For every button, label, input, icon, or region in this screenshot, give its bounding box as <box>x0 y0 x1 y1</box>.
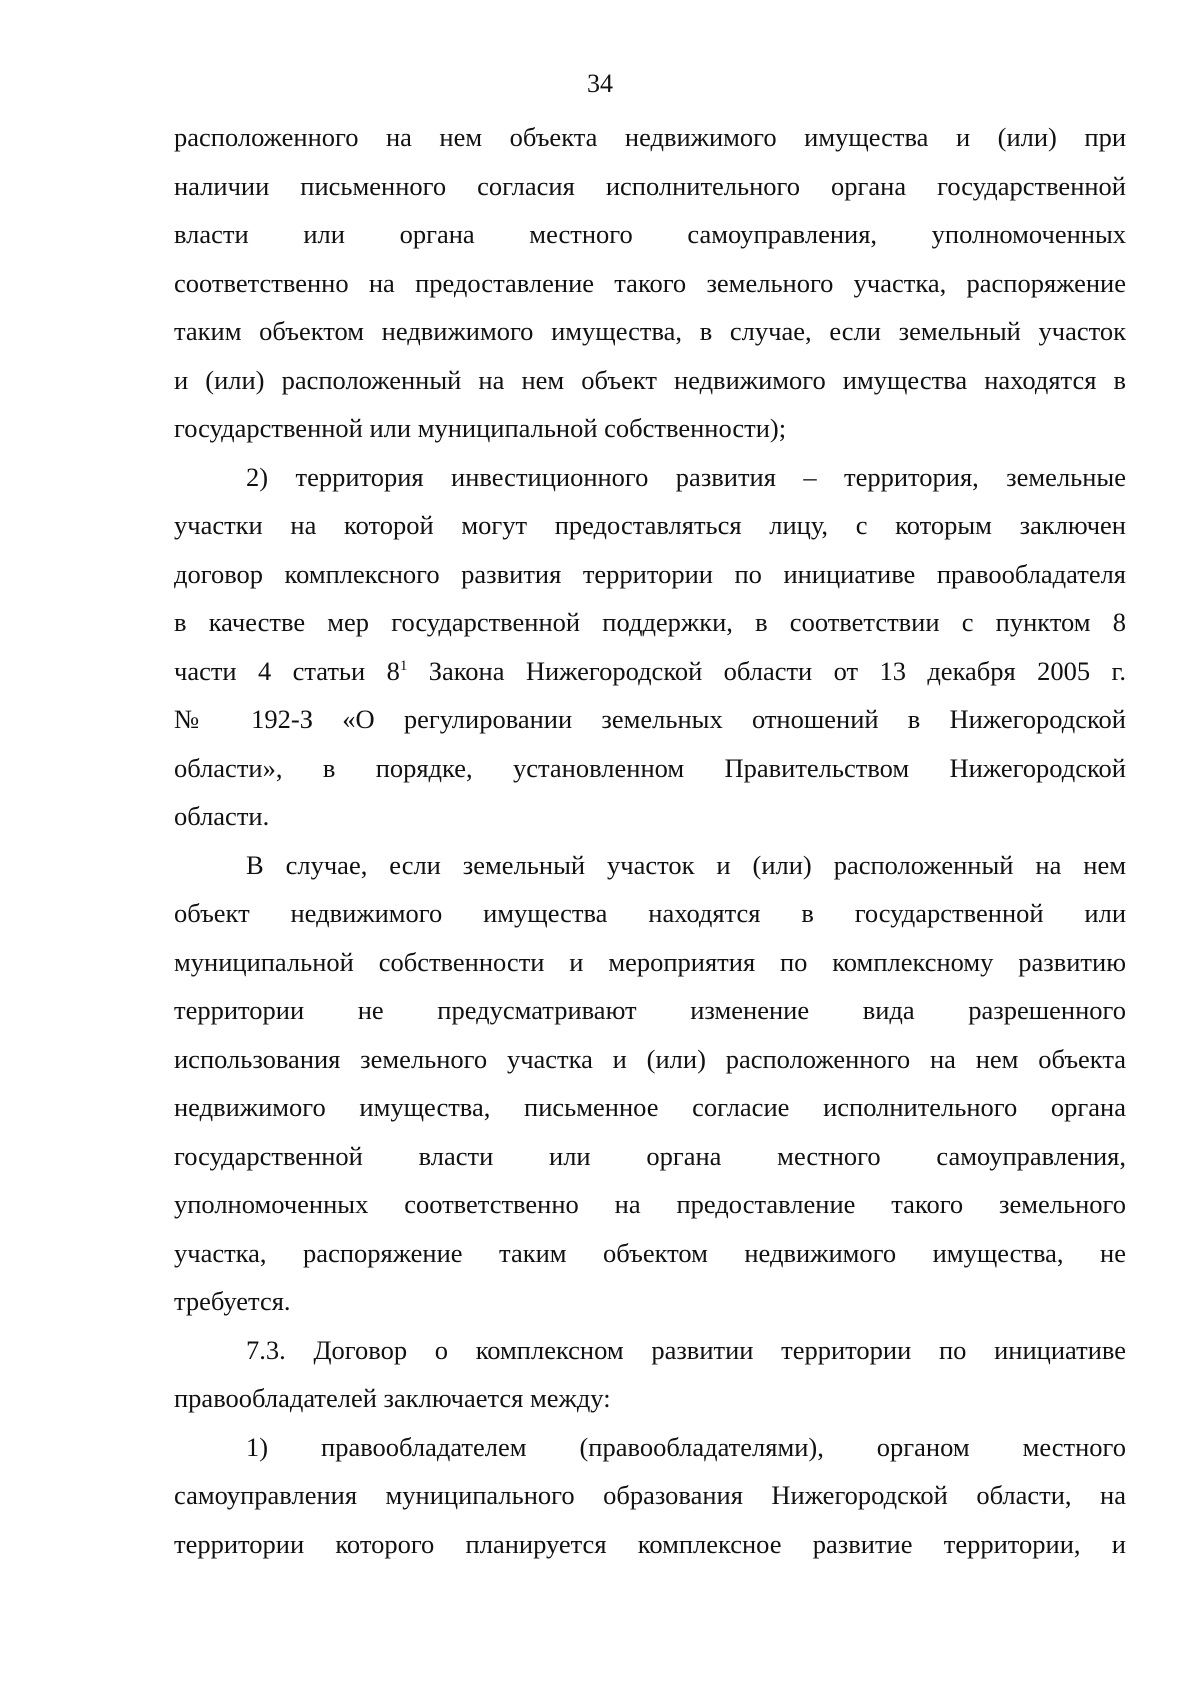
text-line: государственной власти или органа местного самоуправления, <box>174 1140 1126 1171</box>
text-line: договор комплексного развития территории по инициативе правообладателя <box>174 558 1126 589</box>
text-line: и (или) расположенный на нем объект недвижимого имущества находятся в <box>174 364 1126 395</box>
text-line: территории не предусматривают изменение вида разрешенного <box>174 995 1126 1025</box>
text-line: требуется. <box>174 1286 291 1316</box>
document-body <box>174 113 1126 1568</box>
text-line: 1) правообладателем (правообладателями), органом местного <box>246 1431 1126 1462</box>
text-run: части 4 статьи 8 <box>174 655 400 686</box>
text-line: наличии письменного согласия исполнительного органа государственной <box>174 170 1126 201</box>
text-line: В случае, если земельный участок и (или) расположенный на нем <box>246 849 1126 880</box>
text-line: уполномоченных соответственно на предоставление такого земельного <box>174 1189 1126 1219</box>
paragraph <box>174 453 1126 841</box>
text-line: 7.3. Договор о комплексном развитии территории по инициативе <box>246 1334 1126 1365</box>
text-line: объект недвижимого имущества находятся в государственной или <box>174 898 1126 928</box>
paragraph <box>174 1326 1126 1423</box>
text-line: участка, распоряжение таким объектом недвижимого имущества, не <box>174 1237 1126 1268</box>
text-line: власти или органа местного самоуправления, уполномоченных <box>174 219 1126 249</box>
text-line: недвижимого имущества, письменное согласие исполнительного органа <box>174 1092 1126 1122</box>
page-number: 34 <box>587 69 613 98</box>
text-line: 2) территория инвестиционного развития – территория, земельные <box>246 461 1126 492</box>
text-line: области», в порядке, установленном Правительством Нижегородской <box>174 752 1126 783</box>
text-line: таким объектом недвижимого имущества, в случае, если земельный участок <box>174 316 1126 346</box>
paragraph <box>174 1423 1126 1569</box>
text-line: правообладателей заключается между: <box>174 1383 611 1413</box>
text-run: Закона Нижегородской области от 13 декабря 2005 г. <box>407 655 1126 686</box>
text-line: участки на которой могут предоставляться лицу, с которым заключен <box>174 510 1126 540</box>
paragraph <box>174 113 1126 453</box>
text-line: муниципальной собственности и мероприятия по комплексному развитию <box>174 946 1126 977</box>
text-line: № 192-З «О регулировании земельных отношений в Нижегородской <box>174 704 1126 734</box>
text-line: использования земельного участка и (или) расположенного на нем объекта <box>174 1043 1126 1074</box>
text-line: области. <box>174 801 270 831</box>
paragraph <box>174 841 1126 1326</box>
superscript: 1 <box>399 657 408 674</box>
text-line: государственной или муниципальной собственности); <box>174 413 787 443</box>
text-line: территории которого планируется комплексное развитие территории, и <box>174 1528 1126 1559</box>
text-line <box>174 647 1126 696</box>
text-line: в качестве мер государственной поддержки, в соответствии с пунктом 8 <box>174 607 1126 637</box>
text-line: расположенного на нем объекта недвижимого имущества и (или) при <box>174 122 1126 152</box>
text-line: самоуправления муниципального образования Нижегородской области, на <box>174 1480 1126 1510</box>
text-line: соответственно на предоставление такого земельного участка, распоряжение <box>174 267 1126 298</box>
